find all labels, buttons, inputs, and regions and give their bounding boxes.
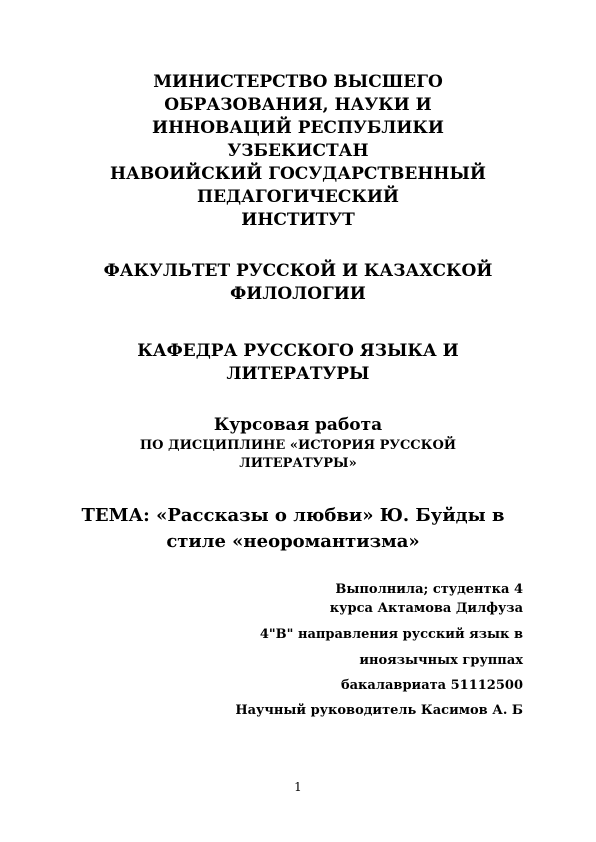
ministry-line: УЗБЕКИСТАН [227, 141, 369, 161]
topic-line: стиле «неоромантизма» [166, 531, 420, 552]
ministry-line: ОБРАЗОВАНИЯ, НАУКИ И [164, 95, 432, 115]
work-type-label: Курсовая работа [213, 415, 383, 435]
institute-line: ПЕДАГОГИЧЕСКИЙ [197, 187, 399, 207]
discipline-line: ПО ДИСЦИПЛИНЕ «ИСТОРИЯ РУССКОЙ [139, 438, 457, 453]
discipline-line: ЛИТЕРАТУРЫ» [239, 456, 357, 471]
ministry-heading [0, 71, 596, 232]
ministry-line: ИННОВАЦИЙ РЕСПУБЛИКИ [152, 118, 444, 138]
discipline-heading [0, 437, 596, 473]
author-line: курса Актамова Дилфуза [329, 601, 523, 616]
work-type-title [0, 414, 596, 436]
topic-line: ТЕМА: «Рассказы о любви» Ю. Буйды в [81, 505, 505, 526]
department-heading [0, 340, 596, 386]
supervisor-line: Научный руководитель Касимов А. Б [235, 703, 523, 718]
institute-line: НАВОИЙСКИЙ ГОСУДАРСТВЕННЫЙ [110, 164, 486, 184]
faculty-line: ФИЛОЛОГИИ [230, 284, 366, 304]
page-number: 1 [294, 780, 302, 794]
author-line: Выполнила; студентка 4 [335, 582, 523, 597]
institute-line: ИНСТИТУТ [241, 210, 355, 230]
department-line: ЛИТЕРАТУРЫ [226, 364, 370, 384]
ministry-line: МИНИСТЕРСТВО ВЫСШЕГО [153, 72, 443, 92]
author-info [150, 580, 523, 721]
topic-heading [0, 503, 591, 555]
department-line: КАФЕДРА РУССКОГО ЯЗЫКА И [137, 341, 459, 361]
faculty-heading [0, 260, 596, 306]
author-line: 4"B" направления русский язык в [259, 627, 523, 642]
author-line: бакалавриата 51112500 [340, 678, 523, 693]
faculty-line: ФАКУЛЬТЕТ РУССКОЙ И КАЗАХСКОЙ [103, 261, 493, 281]
author-line: иноязычных группах [359, 653, 523, 668]
